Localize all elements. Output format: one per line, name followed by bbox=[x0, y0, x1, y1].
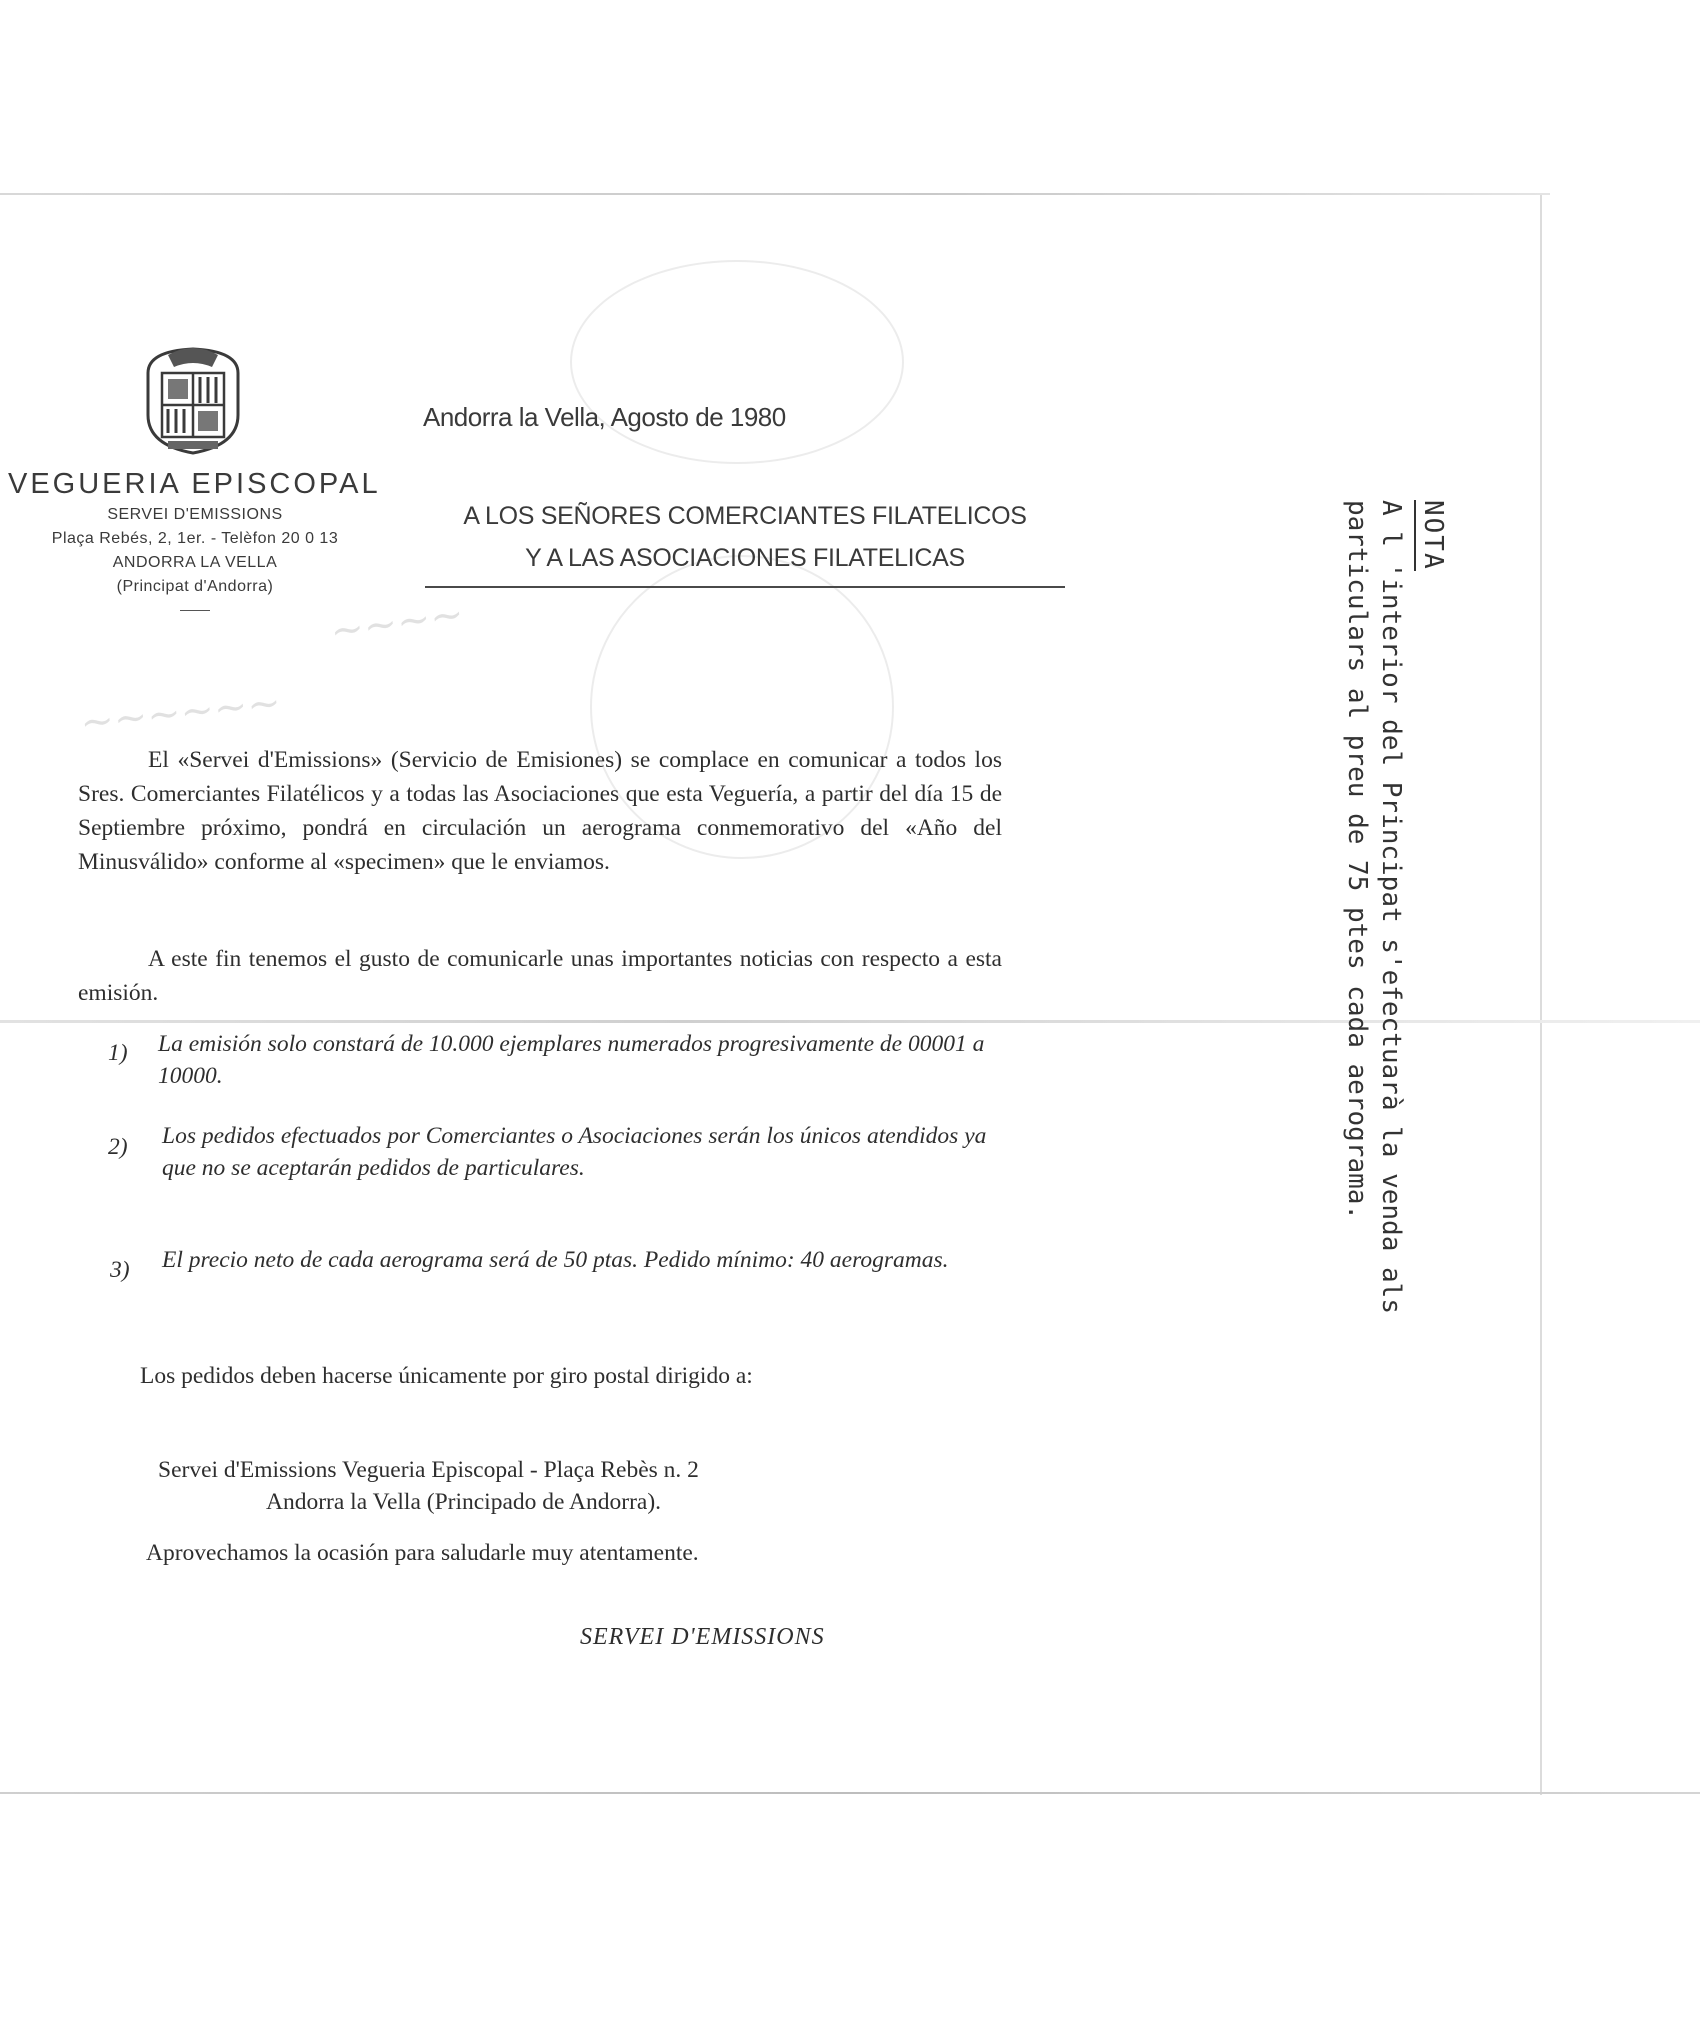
note-line-2: particulars al preu de 75 ptes cada aerograma. bbox=[1342, 500, 1372, 1221]
organization-name: VEGUERIA EPISCOPAL bbox=[8, 468, 381, 500]
body-paragraph-2: A este fin tenemos el gusto de comunicarle unas importantes noticias con respecto a esta emisión. bbox=[78, 946, 1002, 1006]
item-3-text: El precio neto de cada aerograma será de 50 ptas. Pedido mínimo: 40 aerogramas. bbox=[162, 1247, 949, 1273]
org-rule bbox=[180, 610, 210, 611]
org-department: SERVEI D'EMISSIONS bbox=[107, 506, 283, 523]
item-1-number: 1) bbox=[108, 1040, 128, 1066]
item-3-number: 3) bbox=[110, 1257, 130, 1283]
side-note bbox=[1340, 500, 1450, 1314]
item-2-text: Los pedidos efectuados por Comerciantes o Asociaciones serán los únicos atendidos ya que no se aceptarán pedidos de particulares. bbox=[162, 1123, 987, 1181]
org-address: Plaça Rebés, 2, 1er. - Telèfon 20 0 13 bbox=[51, 530, 339, 547]
note-title: NOTA bbox=[1414, 500, 1450, 571]
closing-line: Aprovechamos la ocasión para saludarle muy atentamente. bbox=[146, 1540, 699, 1566]
faint-signature: ~~~~ bbox=[327, 590, 467, 656]
faint-signature-2: ~~~~~~ bbox=[78, 679, 283, 747]
orders-instruction: Los pedidos deben hacerse únicamente por giro postal dirigido a: bbox=[140, 1363, 753, 1389]
andorra-coat-of-arms-icon bbox=[138, 345, 248, 457]
addressee-line-2: Y A LAS ASOCIACIONES FILATELICAS bbox=[525, 544, 965, 572]
body-paragraph-1: El «Servei d'Emissions» (Servicio de Emisiones) se complace en comunicar a todos los Sres. Comerciantes Filatélicos y a todas las Asociaciones que esta Veguería, a partir del día 15 de Septiembre próximo, pondrá en circulación un aerograma conmemorativo del «Año del Minusválido» conforme al «specimen» que le enviamos. bbox=[78, 747, 1002, 875]
note-line-1: A l 'interior del Principat s'efectuarà la venda als bbox=[1376, 500, 1406, 1314]
sheet-bottom-edge bbox=[0, 1792, 1700, 1794]
signature-line: SERVEI D'EMISSIONS bbox=[580, 1624, 825, 1650]
faint-postmark-top bbox=[570, 260, 904, 464]
item-1-text: La emisión solo constará de 10.000 ejemplares numerados progresivamente de 00001 a 10000. bbox=[158, 1031, 985, 1089]
sheet-right-edge bbox=[1540, 195, 1542, 1795]
place-date: Andorra la Vella, Agosto de 1980 bbox=[423, 402, 786, 432]
org-city: ANDORRA LA VELLA bbox=[112, 554, 278, 571]
address-line-1: Servei d'Emissions Vegueria Episcopal - Plaça Rebès n. 2 bbox=[158, 1457, 699, 1483]
addressee-rule bbox=[425, 586, 1065, 588]
org-country: (Principat d'Andorra) bbox=[116, 578, 274, 595]
addressee-line-1: A LOS SEÑORES COMERCIANTES FILATELICOS bbox=[463, 502, 1027, 530]
item-2-number: 2) bbox=[108, 1134, 128, 1160]
address-line-2: Andorra la Vella (Principado de Andorra). bbox=[266, 1489, 662, 1515]
sheet-top-edge bbox=[0, 193, 1550, 195]
